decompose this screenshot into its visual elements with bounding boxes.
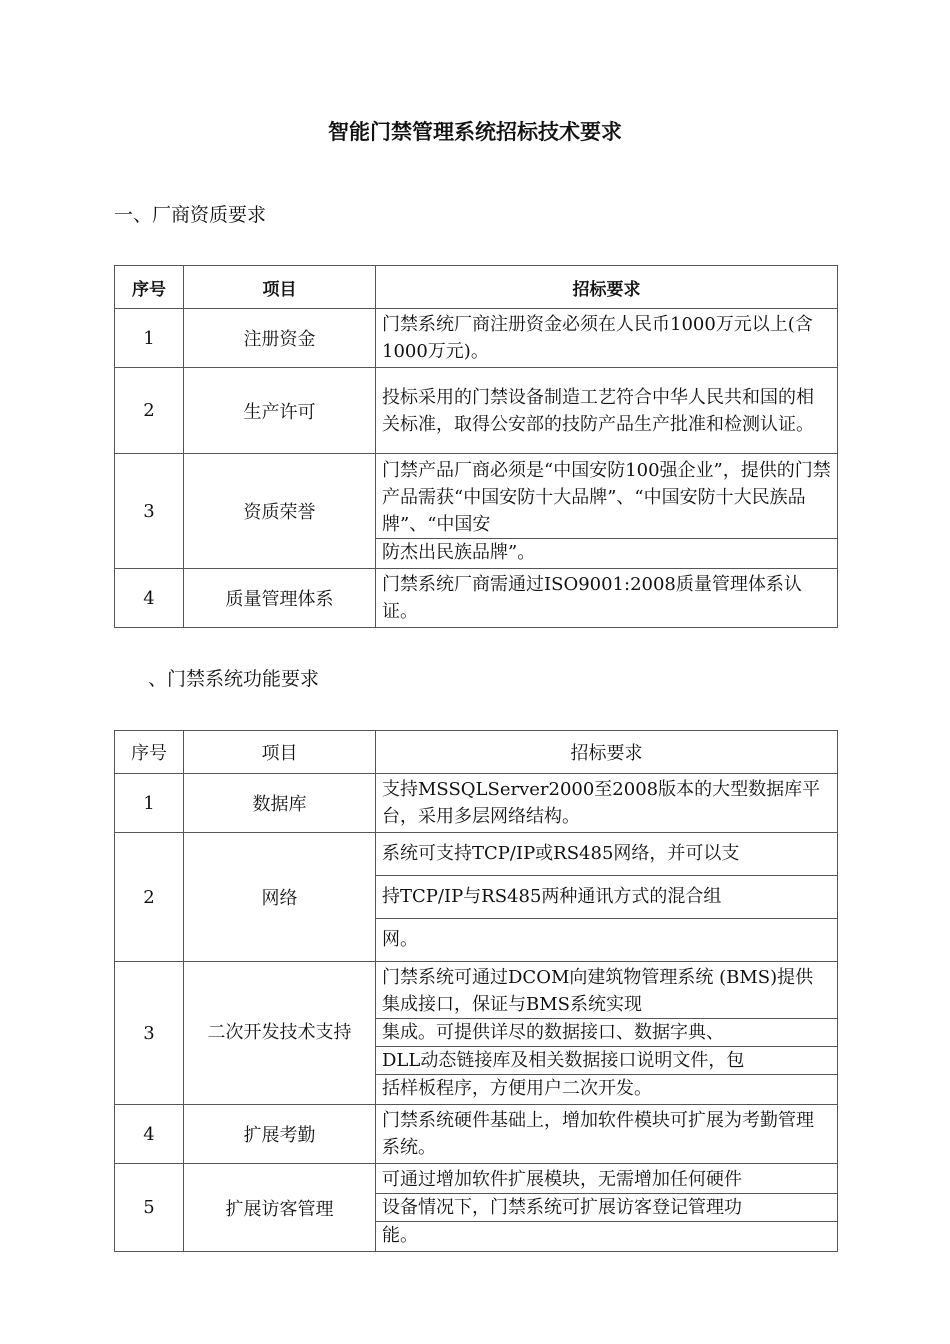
row-requirement: 门禁系统厂商需通过ISO9001:2008质量管理体系认证。: [376, 569, 838, 628]
header-no: 序号: [115, 266, 184, 309]
header-item: 项目: [184, 266, 376, 309]
requirement-line: 设备情况下，门禁系统可扩展访客登记管理功: [376, 1194, 837, 1222]
requirement-line: 能。: [382, 1225, 418, 1246]
row-item: 生产许可: [184, 368, 376, 454]
row-item: 网络: [184, 833, 376, 962]
row-requirement: 门禁系统硬件基础上，增加软件模块可扩展为考勤管理系统。: [376, 1105, 838, 1164]
row-item: 数据库: [184, 774, 376, 833]
row-item: 资质荣誉: [184, 454, 376, 569]
function-table: [114, 730, 838, 1252]
requirement-line: 门禁系统可通过DCOM向建筑物管理系统 (BMS)提供集成接口，保证与BMS系统实现: [376, 964, 837, 1019]
row-no: 3: [115, 454, 184, 569]
row-requirement: [376, 454, 838, 569]
requirement-line: 门禁产品厂商必须是“中国安防100强企业”，提供的门禁产品需获“中国安防十大品牌”、“中国安防十大民族品牌”、“中国安: [376, 457, 837, 539]
row-item: 注册资金: [184, 309, 376, 368]
row-no: 2: [115, 833, 184, 962]
header-requirement: 招标要求: [376, 731, 838, 774]
qualification-table: [114, 265, 838, 628]
table-row: [115, 1164, 838, 1252]
row-item: 扩展访客管理: [184, 1164, 376, 1252]
table-row: [115, 368, 838, 454]
table-row: [115, 454, 838, 569]
requirement-line: 集成。可提供详尽的数据接口、数据字典、: [376, 1019, 837, 1047]
section-1-heading: 一、厂商资质要求: [114, 204, 267, 226]
row-no: 1: [115, 309, 184, 368]
row-requirement: [376, 833, 838, 962]
row-requirement: [376, 1164, 838, 1252]
requirement-line: 括样板程序，方便用户二次开发。: [382, 1078, 652, 1099]
requirement-line: 网。: [382, 929, 418, 950]
row-no: 2: [115, 368, 184, 454]
table-header-row: [115, 731, 838, 774]
row-no: 5: [115, 1164, 184, 1252]
table-header-row: [115, 266, 838, 309]
requirement-line: 持TCP/IP与RS485两种通讯方式的混合组: [376, 876, 837, 919]
row-requirement: [376, 962, 838, 1105]
section-2-heading: 、门禁系统功能要求: [148, 668, 320, 690]
row-requirement: 门禁系统厂商注册资金必须在人民币1000万元以上(含1000万元)。: [376, 309, 838, 368]
table-row: [115, 962, 838, 1105]
row-no: 4: [115, 569, 184, 628]
table-row: [115, 569, 838, 628]
requirement-line: 系统可支持TCP/IP或RS485网络，并可以支: [376, 833, 837, 876]
row-item: 二次开发技术支持: [184, 962, 376, 1105]
row-item: 扩展考勤: [184, 1105, 376, 1164]
table-row: [115, 1105, 838, 1164]
row-no: 1: [115, 774, 184, 833]
row-requirement: 投标采用的门禁设备制造工艺符合中华人民共和国的相关标准，取得公安部的技防产品生产批准和检测认证。: [376, 368, 838, 454]
header-requirement: 招标要求: [376, 266, 838, 309]
requirement-line: DLL动态链接库及相关数据接口说明文件，包: [376, 1047, 837, 1075]
document-title: 智能门禁管理系统招标技术要求: [328, 120, 622, 144]
requirement-line: 防杰出民族品牌”。: [382, 541, 536, 563]
table-row: [115, 309, 838, 368]
row-no: 4: [115, 1105, 184, 1164]
header-item: 项目: [184, 731, 376, 774]
header-no: 序号: [115, 731, 184, 774]
row-item: 质量管理体系: [184, 569, 376, 628]
row-no: 3: [115, 962, 184, 1105]
table-row: [115, 833, 838, 962]
table-row: [115, 774, 838, 833]
row-requirement: 支持MSSQLServer2000至2008版本的大型数据库平台，采用多层网络结构。: [376, 774, 838, 833]
requirement-line: 可通过增加软件扩展模块，无需增加任何硬件: [376, 1166, 837, 1194]
